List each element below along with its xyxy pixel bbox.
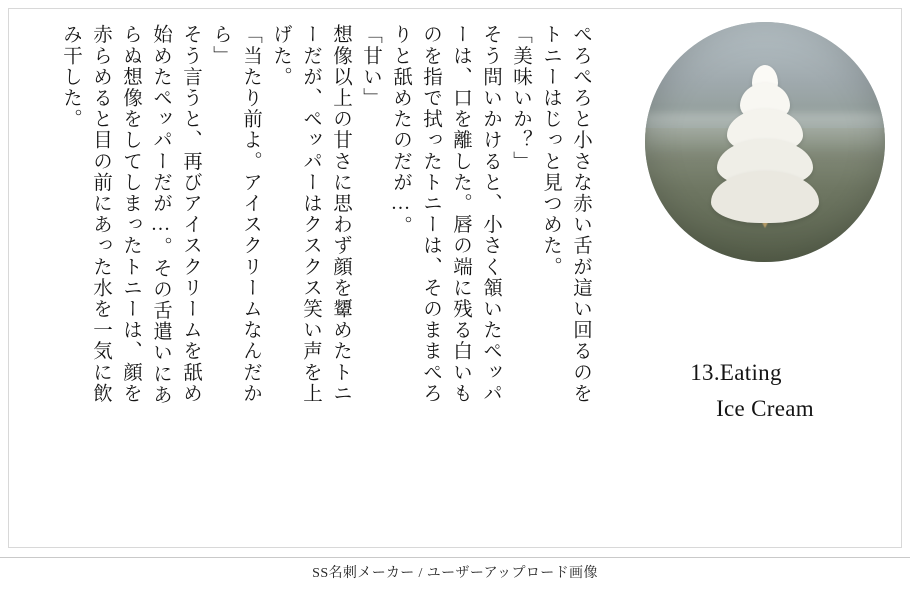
- caption-line-2: Ice Cream: [716, 395, 814, 421]
- text-column: のを指で拭ったトニーは、そのままぺろ: [420, 24, 441, 404]
- text-column: トニーはじっと見つめた。: [540, 24, 561, 278]
- vertical-text-block: [20, 24, 590, 524]
- text-column: 始めたペッパーだが…。その舌遣いにあ: [150, 24, 171, 406]
- caption-line-1: 13.Eating: [690, 360, 782, 385]
- text-column: 「美味いか？」: [510, 24, 531, 172]
- footer-credit: SS名刺メーカー / ユーザーアップロード画像: [312, 566, 598, 581]
- photo-caption: [600, 355, 900, 426]
- text-column: 想像以上の甘さに思わず顔を顰めたトニ: [330, 24, 351, 404]
- text-column: らぬ想像をしてしまったトニーは、顔を: [120, 24, 141, 404]
- text-column: 赤らめると目の前にあった水を一気に飲: [90, 24, 111, 404]
- text-column: 「当たり前よ。アイスクリームなんだか: [240, 24, 261, 404]
- text-column: 「甘い」: [360, 24, 381, 109]
- footer-divider: [0, 557, 910, 558]
- text-column: ら」: [210, 24, 231, 67]
- text-column: ーだが、ペッパーはクスクス笑い声を上: [300, 24, 321, 404]
- text-column: み干した。: [60, 24, 81, 130]
- text-column: ぺろぺろと小さな赤い舌が這い回るのを: [570, 24, 591, 404]
- text-column: そう問いかけると、小さく頷いたペッパ: [480, 24, 501, 404]
- text-column: りと舐めたのだが…。: [390, 24, 411, 237]
- photo-vignette: [645, 22, 885, 262]
- photo-container: [645, 22, 885, 262]
- soft-serve-ice-cream-photo: [645, 22, 885, 262]
- text-column: げた。: [270, 24, 291, 88]
- text-column: そう言うと、再びアイスクリームを舐め: [180, 24, 201, 404]
- text-column: ーは、口を離した。唇の端に残る白いも: [450, 24, 471, 404]
